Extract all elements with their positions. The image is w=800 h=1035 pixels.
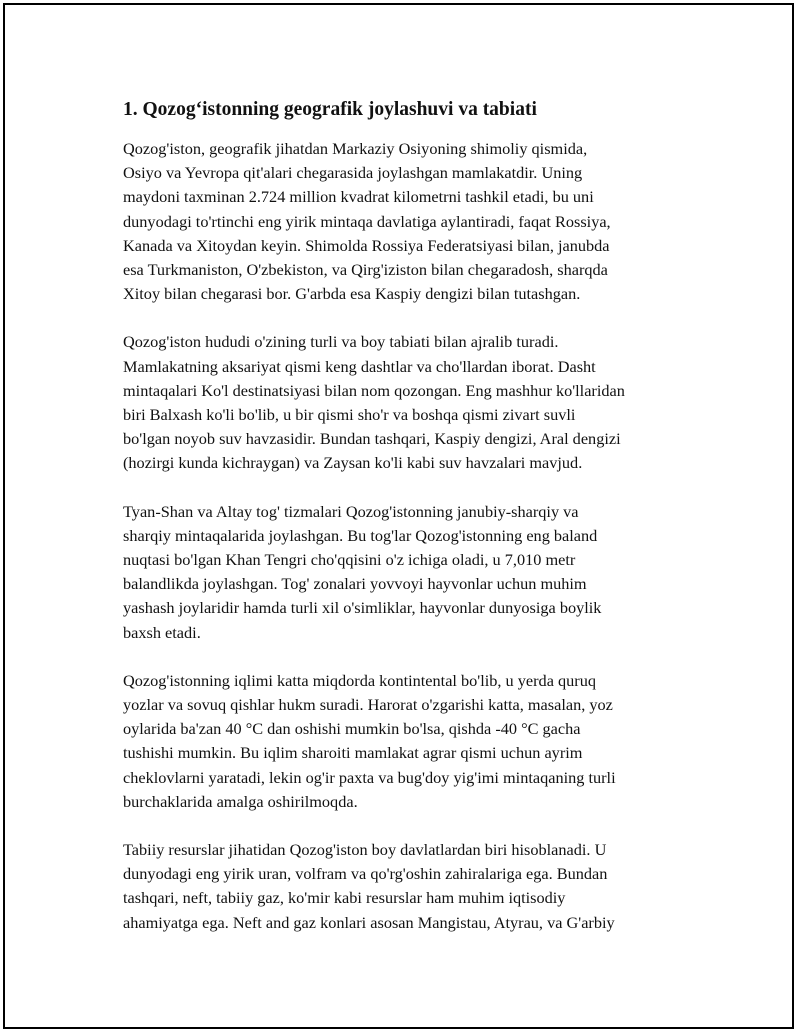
- paragraph-line: yozlar va sovuq qishlar hukm suradi. Harorat o'zgarishi katta, masalan, yoz: [123, 695, 613, 715]
- paragraph-line: baxsh etadi.: [123, 622, 201, 642]
- paragraph-line: balandlikda joylashgan. Tog' zonalari yovvoyi hayvonlar uchun muhim: [123, 574, 587, 594]
- body-paragraph: [123, 669, 703, 814]
- paragraph-line: nuqtasi bo'lgan Khan Tengri cho'qqisini o'z ichiga oladi, u 7,010 metr: [123, 550, 576, 570]
- paragraph-line: Qozog'iston, geografik jihatdan Markaziy Osiyoning shimoliy qismida,: [123, 139, 588, 158]
- paragraph-line: bo'lgan noyob suv havzasidir. Bundan tashqari, Kaspiy dengizi, Aral dengizi: [123, 429, 621, 449]
- paragraph-line: Tabiiy resurslar jihatidan Qozog'iston boy davlatlardan biri hisoblanadi. U: [123, 840, 607, 860]
- paragraph-line: esa Turkmaniston, O'zbekiston, va Qirg'iziston bilan chegaradosh, sharqda: [123, 260, 608, 280]
- paragraph-line: Tyan-Shan va Altay tog' tizmalari Qozog'istonning janubiy-sharqiy va: [123, 501, 579, 521]
- paragraph-line: Kanada va Xitoydan keyin. Shimolda Rossiya Federatsiyasi bilan, janubda: [123, 235, 610, 255]
- paragraph-line: dunyodagi to'rtinchi eng yirik mintaqa davlatiga aylantiradi, faqat Rossiya,: [123, 211, 611, 231]
- paragraph-list: [123, 137, 703, 935]
- body-paragraph: [123, 500, 703, 645]
- paragraph-line: Qozog'istonning iqlimi katta miqdorda kontintental bo'lib, u yerda quruq: [123, 670, 596, 690]
- paragraph-line: yashash joylaridir hamda turli xil o'simliklar, hayvonlar dunyosiga boylik: [123, 598, 602, 618]
- paragraph-line: burchaklarida amalga oshirilmoqda.: [123, 791, 358, 811]
- page-frame: [3, 3, 794, 1029]
- paragraph-line: tushishi mumkin. Bu iqlim sharoiti mamlakat agrar qismi uchun ayrim: [123, 743, 583, 763]
- paragraph-line: Qozog'iston hududi o'zining turli va boy tabiati bilan ajralib turadi.: [123, 332, 559, 352]
- paragraph-line: Osiyo va Yevropa qit'alari chegarasida joylashgan mamlakatdir. Uning: [123, 163, 583, 183]
- paragraph-line: sharqiy mintaqalarida joylashgan. Bu tog'lar Qozog'istonning eng baland: [123, 525, 598, 545]
- paragraph-line: oylarida ba'zan 40 °C dan oshishi mumkin bo'lsa, qishda -40 °C gacha: [123, 719, 581, 739]
- body-paragraph: [123, 330, 703, 475]
- paragraph-line: maydoni taxminan 2.724 million kvadrat kilometrni tashkil etadi, bu uni: [123, 187, 594, 207]
- paragraph-line: Xitoy bilan chegarasi bor. G'arbda esa Kaspiy dengizi bilan tutashgan.: [123, 284, 581, 304]
- document-body: [123, 97, 703, 959]
- section-heading: 1. Qozog‘istonning geografik joylashuvi va tabiati: [123, 99, 537, 120]
- paragraph-line: mintaqalari Ko'l destinatsiyasi bilan nom qozongan. Eng mashhur ko'llaridan: [123, 380, 625, 400]
- paragraph-line: biri Balxash ko'li bo'lib, u bir qismi sho'r va boshqa qismi zivart suvli: [123, 405, 576, 425]
- paragraph-line: (hozirgi kunda kichraygan) va Zaysan ko'li kabi suv havzalari mavjud.: [123, 453, 583, 473]
- body-paragraph: [123, 838, 703, 935]
- paragraph-line: tashqari, neft, tabiiy gaz, ko'mir kabi resurslar ham muhim iqtisodiy: [123, 888, 566, 908]
- paragraph-line: Mamlakatning aksariyat qismi keng dashtlar va cho'llardan iborat. Dasht: [123, 356, 596, 376]
- body-paragraph: [123, 137, 703, 306]
- paragraph-line: ahamiyatga ega. Neft and gaz konlari asosan Mangistau, Atyrau, va G'arbiy: [123, 912, 615, 932]
- paragraph-line: cheklovlarni yaratadi, lekin og'ir paxta va bug'doy yig'imi mintaqaning turli: [123, 767, 616, 787]
- paragraph-line: dunyodagi eng yirik uran, volfram va qo'rg'oshin zahiralariga ega. Bundan: [123, 864, 608, 884]
